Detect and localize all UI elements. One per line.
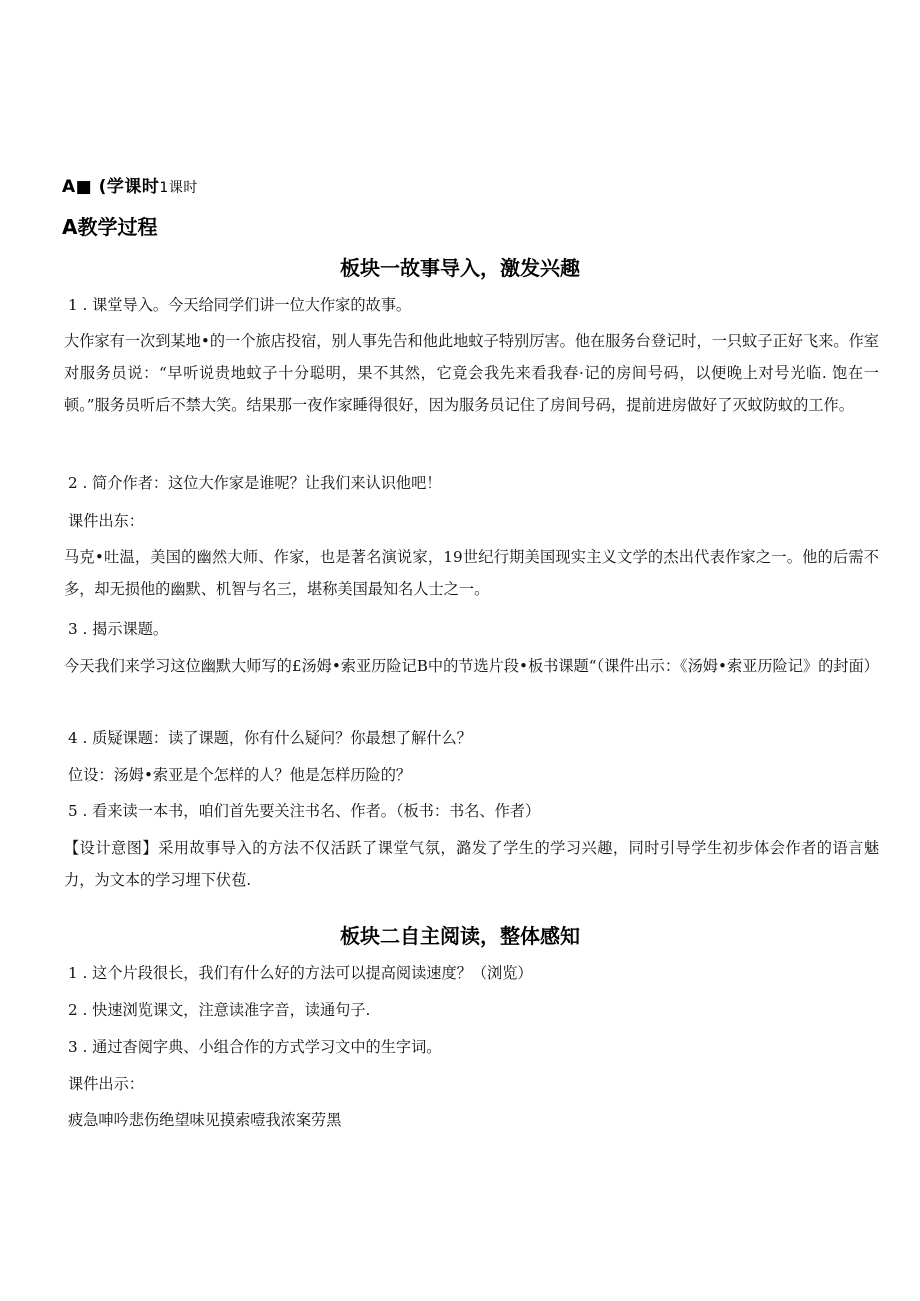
s1-paragraph-2: 2 . 简介作者：这位大作家是谁呢？让我们来认识他吧！ <box>68 474 442 492</box>
class-hours-value: 1课时 <box>159 180 198 196</box>
teaching-process-heading: A教学过程 <box>62 215 158 239</box>
s1-author-intro: 马克•吐温，美国的幽然大师、作家，也是著名演说家，19世纪行期美国现实主义文学的杰出代表作家之一。他的后需不多，却无损他的幽默、机智与名三，堪称美国最知名人士之一。 <box>64 548 879 598</box>
s1-hypothesis: 位设：汤姆•索亚是个怎样的人？他是怎样历险的？ <box>68 766 412 784</box>
s2-paragraph-2: 2 . 快速浏览课文，注意读准字音，读通句子. <box>68 1001 371 1019</box>
s1-topic-reveal: 今天我们来学习这位幽默大师写的£汤姆•索亚历险记B中的节选片段•板书课题“（课件出示：《汤姆•索亚历险记》的封面） <box>64 657 879 675</box>
s1-paragraph-story: 大作家有一次到某地•的一个旅店投宿，别人事先告和他此地蚊子特别厉害。他在服务台登记时，一只蚊子正好飞来。作室对服务员说：“早听说贵地蚊子十分聪明，果不其然，它竟会我先来看我春·记的房间号码，以便晚上对号光临. 饱在一顿。”服务员听后不禁大笑。结果那一夜作家睡得很好，因为服务员记住了房间号码，提前进房做好了灭蚊防蚊的工作。 <box>64 332 879 414</box>
class-hours-label: A■ (学课时 <box>62 177 160 197</box>
s1-courseware-label: 课件出东： <box>68 512 144 530</box>
s1-design-intent: 【设计意图】采用故事导入的方法不仅活跃了课堂气氛，潞发了学生的学习兴趣，同时引导学生初步体会作者的语言魅力，为文本的学习埋下伏苞. <box>64 839 879 889</box>
class-hours-line <box>62 172 198 197</box>
s2-paragraph-1: 1 . 这个片段很长，我们有什么好的方法可以提高阅读速度？（浏览） <box>68 964 533 982</box>
section-1-title: 板块一故事导入，激发兴趣 <box>340 256 580 280</box>
s1-paragraph-3: 3 . 揭示课题。 <box>68 620 169 638</box>
s2-courseware-label: 课件出示： <box>68 1075 144 1093</box>
s2-vocabulary-list: 疲急呻吟悲伤绝望味见摸索噎我浓案劳黑 <box>68 1111 342 1129</box>
section-2-title: 板块二自主阅读，整体感知 <box>340 924 580 948</box>
s1-paragraph-4: 4 . 质疑课题：读了课题，你有什么疑问？你最想了解什么？ <box>68 729 472 747</box>
s1-paragraph-1: 1 . 课堂导入。今天给同学们讲一位大作家的故事。 <box>68 296 412 314</box>
s1-paragraph-5: 5 . 看来读一本书，咱们首先要关注书名、作者。（板书：书名、作者） <box>68 802 541 820</box>
s2-paragraph-3: 3 . 通过杳阅字典、小组合作的方式学习文中的生字词。 <box>68 1038 442 1056</box>
